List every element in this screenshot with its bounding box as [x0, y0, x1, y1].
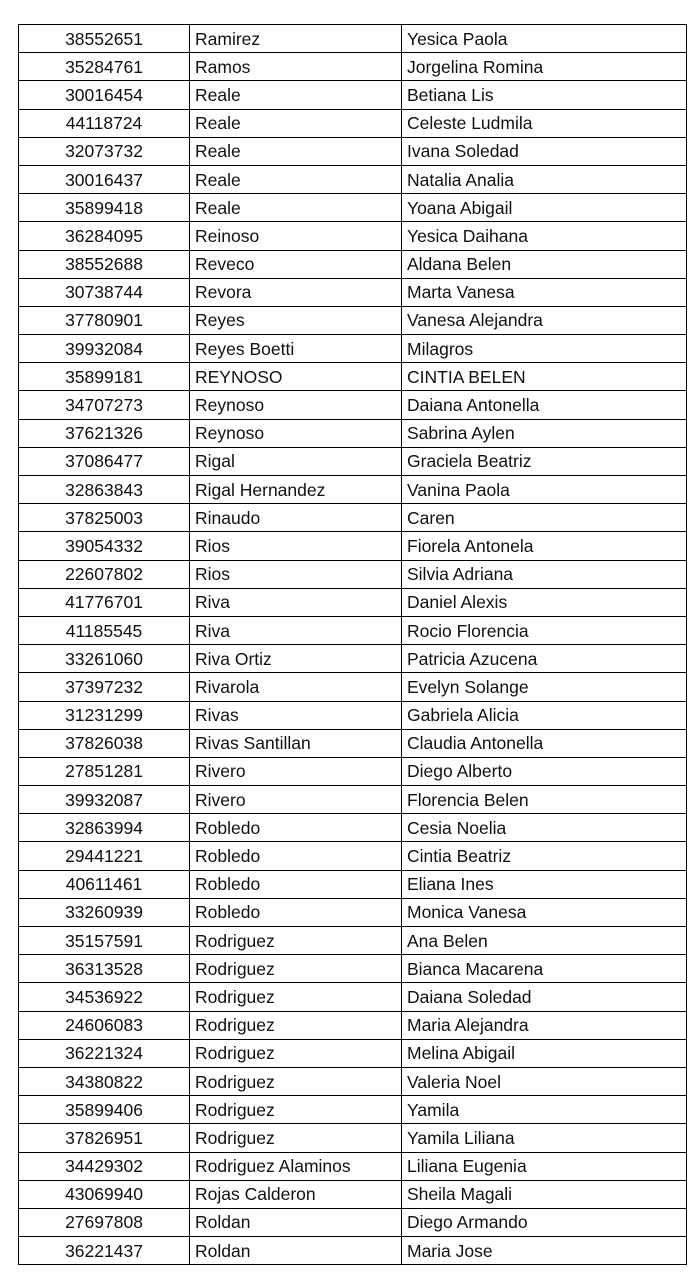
- id-number-cell: 37825003: [19, 504, 190, 532]
- table-row: [19, 363, 687, 391]
- table-row: [19, 1237, 687, 1265]
- table-row: [19, 927, 687, 955]
- surname-cell: Riva: [190, 616, 402, 644]
- given-names-cell: Vanina Paola: [402, 476, 687, 504]
- surname-cell: Reyes Boetti: [190, 335, 402, 363]
- given-names-cell: Natalia Analia: [402, 165, 687, 193]
- given-names-cell: Claudia Antonella: [402, 729, 687, 757]
- table-row: [19, 447, 687, 475]
- given-names-cell: Rocio Florencia: [402, 616, 687, 644]
- surname-cell: Rivas Santillan: [190, 729, 402, 757]
- surname-cell: Reale: [190, 165, 402, 193]
- table-row: [19, 588, 687, 616]
- given-names-cell: Liliana Eugenia: [402, 1152, 687, 1180]
- table-row: [19, 419, 687, 447]
- table-row: [19, 1208, 687, 1236]
- table-row: [19, 1011, 687, 1039]
- given-names-cell: Yamila: [402, 1096, 687, 1124]
- surname-cell: Rinaudo: [190, 504, 402, 532]
- given-names-cell: Yesica Daihana: [402, 222, 687, 250]
- table-row: [19, 222, 687, 250]
- given-names-cell: Eliana Ines: [402, 870, 687, 898]
- surname-cell: Rodriguez: [190, 983, 402, 1011]
- table-row: [19, 898, 687, 926]
- surname-cell: Robledo: [190, 842, 402, 870]
- surname-cell: Rodriguez Alaminos: [190, 1152, 402, 1180]
- given-names-cell: Sabrina Aylen: [402, 419, 687, 447]
- table-row: [19, 278, 687, 306]
- surname-cell: Reveco: [190, 250, 402, 278]
- given-names-cell: Ana Belen: [402, 927, 687, 955]
- surname-cell: Rivero: [190, 757, 402, 785]
- given-names-cell: Valeria Noel: [402, 1067, 687, 1095]
- table-row: [19, 645, 687, 673]
- id-number-cell: 39054332: [19, 532, 190, 560]
- table-row: [19, 306, 687, 334]
- table-row: [19, 701, 687, 729]
- given-names-cell: Diego Armando: [402, 1208, 687, 1236]
- id-number-cell: 35899418: [19, 194, 190, 222]
- given-names-cell: Ivana Soledad: [402, 137, 687, 165]
- surname-cell: Reale: [190, 81, 402, 109]
- id-number-cell: 33261060: [19, 645, 190, 673]
- given-names-cell: Gabriela Alicia: [402, 701, 687, 729]
- id-number-cell: 37780901: [19, 306, 190, 334]
- surname-cell: Rigal: [190, 447, 402, 475]
- given-names-cell: Celeste Ludmila: [402, 109, 687, 137]
- given-names-cell: Vanesa Alejandra: [402, 306, 687, 334]
- surname-cell: Reinoso: [190, 222, 402, 250]
- surname-cell: Reale: [190, 194, 402, 222]
- surname-cell: Reale: [190, 137, 402, 165]
- given-names-cell: Yesica Paola: [402, 25, 687, 53]
- surname-cell: Ramos: [190, 53, 402, 81]
- table-row: [19, 476, 687, 504]
- surname-cell: Rodriguez: [190, 927, 402, 955]
- surname-cell: Rodriguez: [190, 1039, 402, 1067]
- surname-cell: Reynoso: [190, 419, 402, 447]
- table-row: [19, 1152, 687, 1180]
- id-number-cell: 41776701: [19, 588, 190, 616]
- surname-cell: Rivarola: [190, 673, 402, 701]
- given-names-cell: Maria Alejandra: [402, 1011, 687, 1039]
- table-row: [19, 165, 687, 193]
- id-number-cell: 22607802: [19, 560, 190, 588]
- surname-cell: Rojas Calderon: [190, 1180, 402, 1208]
- given-names-cell: Cintia Beatriz: [402, 842, 687, 870]
- surname-cell: Robledo: [190, 870, 402, 898]
- given-names-cell: Diego Alberto: [402, 757, 687, 785]
- id-number-cell: 30738744: [19, 278, 190, 306]
- id-number-cell: 37826038: [19, 729, 190, 757]
- given-names-cell: Fiorela Antonela: [402, 532, 687, 560]
- table-row: [19, 1039, 687, 1067]
- surname-cell: Rios: [190, 560, 402, 588]
- id-number-cell: 24606083: [19, 1011, 190, 1039]
- id-number-cell: 37621326: [19, 419, 190, 447]
- id-number-cell: 37086477: [19, 447, 190, 475]
- id-number-cell: 29441221: [19, 842, 190, 870]
- surname-cell: Reynoso: [190, 391, 402, 419]
- given-names-cell: CINTIA BELEN: [402, 363, 687, 391]
- table-row: [19, 729, 687, 757]
- surname-cell: Rodriguez: [190, 1096, 402, 1124]
- id-number-cell: 32863843: [19, 476, 190, 504]
- table-row: [19, 194, 687, 222]
- given-names-cell: Graciela Beatriz: [402, 447, 687, 475]
- surname-cell: Rodriguez: [190, 1067, 402, 1095]
- surname-cell: Roldan: [190, 1237, 402, 1265]
- id-number-cell: 32073732: [19, 137, 190, 165]
- table-row: [19, 53, 687, 81]
- id-number-cell: 35899181: [19, 363, 190, 391]
- surname-cell: Rivero: [190, 786, 402, 814]
- table-row: [19, 532, 687, 560]
- id-number-cell: 34429302: [19, 1152, 190, 1180]
- table-row: [19, 616, 687, 644]
- surname-cell: Rodriguez: [190, 1011, 402, 1039]
- table-row: [19, 25, 687, 53]
- table-row: [19, 81, 687, 109]
- id-number-cell: 36313528: [19, 955, 190, 983]
- table-row: [19, 560, 687, 588]
- given-names-cell: Daniel Alexis: [402, 588, 687, 616]
- id-number-cell: 36284095: [19, 222, 190, 250]
- table-row: [19, 250, 687, 278]
- surname-cell: Robledo: [190, 814, 402, 842]
- table-row: [19, 391, 687, 419]
- surname-cell: Rodriguez: [190, 955, 402, 983]
- table-row: [19, 673, 687, 701]
- id-number-cell: 37397232: [19, 673, 190, 701]
- id-number-cell: 35157591: [19, 927, 190, 955]
- id-number-cell: 34536922: [19, 983, 190, 1011]
- table-row: [19, 786, 687, 814]
- id-number-cell: 30016437: [19, 165, 190, 193]
- id-number-cell: 43069940: [19, 1180, 190, 1208]
- surname-cell: Rodriguez: [190, 1124, 402, 1152]
- id-number-cell: 34707273: [19, 391, 190, 419]
- given-names-cell: Aldana Belen: [402, 250, 687, 278]
- given-names-cell: Milagros: [402, 335, 687, 363]
- id-number-cell: 38552688: [19, 250, 190, 278]
- table-row: [19, 955, 687, 983]
- given-names-cell: Betiana Lis: [402, 81, 687, 109]
- id-number-cell: 44118724: [19, 109, 190, 137]
- given-names-cell: Yoana Abigail: [402, 194, 687, 222]
- table-row: [19, 335, 687, 363]
- table-row: [19, 1067, 687, 1095]
- surname-cell: Reyes: [190, 306, 402, 334]
- given-names-cell: Monica Vanesa: [402, 898, 687, 926]
- given-names-cell: Cesia Noelia: [402, 814, 687, 842]
- document-sheet: [18, 24, 678, 1265]
- table-row: [19, 504, 687, 532]
- table-row: [19, 1096, 687, 1124]
- id-number-cell: 32863994: [19, 814, 190, 842]
- given-names-cell: Sheila Magali: [402, 1180, 687, 1208]
- given-names-cell: Caren: [402, 504, 687, 532]
- id-number-cell: 39932084: [19, 335, 190, 363]
- given-names-cell: Evelyn Solange: [402, 673, 687, 701]
- surname-cell: Robledo: [190, 898, 402, 926]
- table-row: [19, 757, 687, 785]
- id-number-cell: 30016454: [19, 81, 190, 109]
- surname-cell: Roldan: [190, 1208, 402, 1236]
- surname-cell: Riva Ortiz: [190, 645, 402, 673]
- id-number-cell: 35284761: [19, 53, 190, 81]
- id-number-cell: 39932087: [19, 786, 190, 814]
- id-number-cell: 31231299: [19, 701, 190, 729]
- id-number-cell: 36221437: [19, 1237, 190, 1265]
- surname-cell: Reale: [190, 109, 402, 137]
- id-number-cell: 38552651: [19, 25, 190, 53]
- id-number-cell: 37826951: [19, 1124, 190, 1152]
- id-number-cell: 40611461: [19, 870, 190, 898]
- id-number-cell: 34380822: [19, 1067, 190, 1095]
- id-number-cell: 41185545: [19, 616, 190, 644]
- surname-cell: Rios: [190, 532, 402, 560]
- surname-cell: Rigal Hernandez: [190, 476, 402, 504]
- people-table: [18, 24, 687, 1265]
- id-number-cell: 27851281: [19, 757, 190, 785]
- table-row: [19, 870, 687, 898]
- given-names-cell: Yamila Liliana: [402, 1124, 687, 1152]
- id-number-cell: 27697808: [19, 1208, 190, 1236]
- table-row: [19, 983, 687, 1011]
- given-names-cell: Silvia Adriana: [402, 560, 687, 588]
- given-names-cell: Marta Vanesa: [402, 278, 687, 306]
- table-row: [19, 814, 687, 842]
- table-body: [19, 25, 687, 1265]
- id-number-cell: 33260939: [19, 898, 190, 926]
- surname-cell: Revora: [190, 278, 402, 306]
- given-names-cell: Daiana Soledad: [402, 983, 687, 1011]
- table-row: [19, 137, 687, 165]
- given-names-cell: Jorgelina Romina: [402, 53, 687, 81]
- surname-cell: REYNOSO: [190, 363, 402, 391]
- table-row: [19, 1124, 687, 1152]
- surname-cell: Rivas: [190, 701, 402, 729]
- id-number-cell: 35899406: [19, 1096, 190, 1124]
- given-names-cell: Patricia Azucena: [402, 645, 687, 673]
- given-names-cell: Daiana Antonella: [402, 391, 687, 419]
- surname-cell: Ramirez: [190, 25, 402, 53]
- given-names-cell: Melina Abigail: [402, 1039, 687, 1067]
- table-row: [19, 109, 687, 137]
- surname-cell: Riva: [190, 588, 402, 616]
- id-number-cell: 36221324: [19, 1039, 190, 1067]
- table-row: [19, 842, 687, 870]
- given-names-cell: Bianca Macarena: [402, 955, 687, 983]
- given-names-cell: Maria Jose: [402, 1237, 687, 1265]
- given-names-cell: Florencia Belen: [402, 786, 687, 814]
- table-row: [19, 1180, 687, 1208]
